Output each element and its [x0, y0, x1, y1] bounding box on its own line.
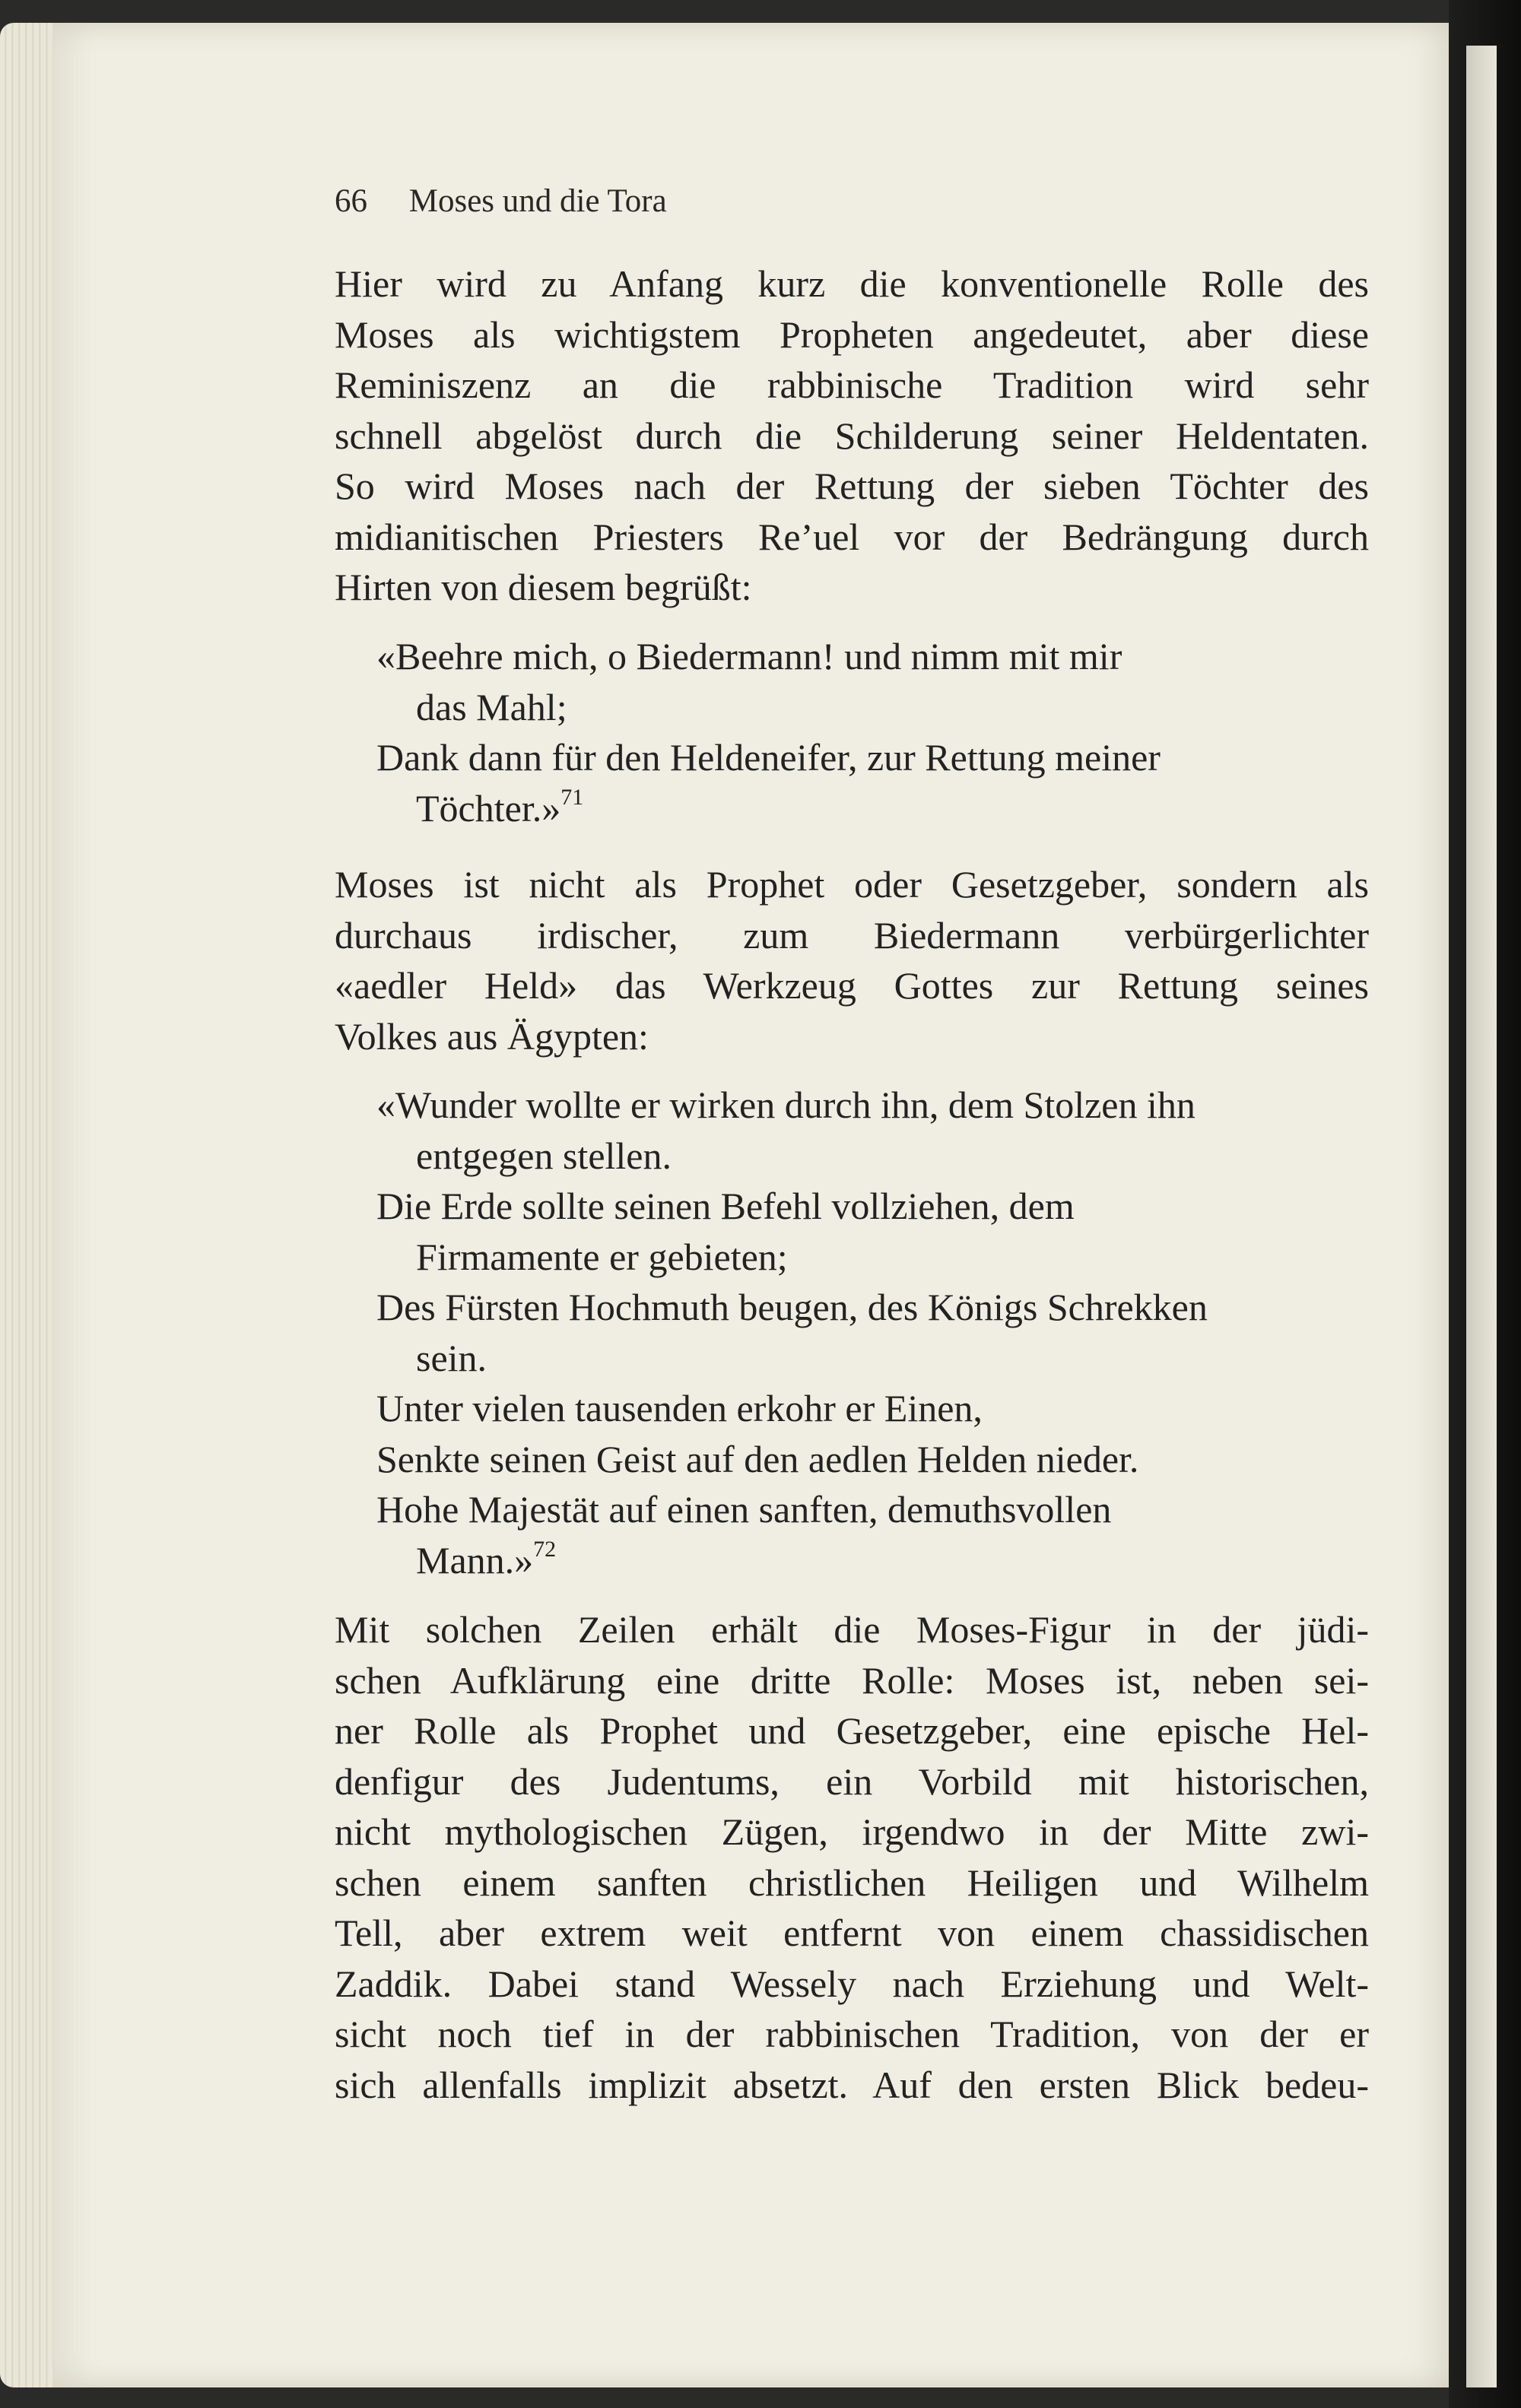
text-line: schen Aufklärung eine dritte Rolle: Moses ist, neben sei- — [335, 1658, 1369, 1702]
page-number: 66 — [335, 183, 367, 219]
verse-line: Firmamente er gebieten; — [416, 1235, 788, 1278]
running-header — [335, 182, 667, 220]
text-line: Tell, aber extrem weit entfernt von einem chassidischen — [335, 1911, 1369, 1954]
verse-line: Unter vielen tausenden erkohr er Einen, — [376, 1387, 983, 1429]
verse-line: Des Fürsten Hochmuth beugen, des Königs Schrekken — [376, 1286, 1208, 1328]
text-line: Moses als wichtigstem Propheten angedeutet, aber diese — [335, 313, 1369, 356]
verse-line: Die Erde sollte seinen Befehl vollziehen, dem — [376, 1185, 1075, 1227]
facing-page-edge — [1466, 46, 1497, 2387]
footnote-marker: 71 — [560, 784, 584, 810]
verse-line — [376, 1535, 1380, 1586]
text-line: denfigur des Judentums, ein Vorbild mit historischen, — [335, 1759, 1369, 1803]
text-line: Moses ist nicht als Prophet oder Gesetzgeber, sondern als — [335, 863, 1369, 906]
running-title: Moses und die Tora — [408, 183, 667, 219]
text-line: sich allenfalls implizit absetzt. Auf den ersten Blick bedeu- — [335, 2063, 1369, 2106]
verse-quote-2 — [376, 1080, 1380, 1585]
text-line: schnell abgelöst durch die Schilderung seiner Heldentaten. — [335, 414, 1369, 457]
verse-line: sein. — [416, 1336, 487, 1379]
text-line: Hirten von diesem begrüßt: — [335, 566, 752, 608]
text-line: Volkes aus Ägypten: — [335, 1014, 649, 1058]
text-line: midianitischen Priesters Re’uel vor der Bedrängung durch — [335, 515, 1369, 558]
text-line: Reminiszenz an die rabbinische Tradition wird sehr — [335, 363, 1369, 406]
verse-line-text: Mann.» — [416, 1538, 534, 1582]
verse-line: Hohe Majestät auf einen sanften, demuthsvollen — [376, 1488, 1112, 1531]
text-line: So wird Moses nach der Rettung der sieben Töchter des — [335, 465, 1369, 507]
verse-line: Senkte seinen Geist auf den aedlen Helden nieder. — [376, 1437, 1139, 1480]
verse-line: Dank dann für den Heldeneifer, zur Rettung meiner — [376, 736, 1161, 779]
text-line: ner Rolle als Prophet und Gesetzgeber, eine epische Hel- — [335, 1709, 1369, 1752]
verse-line: «Beehre mich, o Biedermann! und nimm mit mir — [376, 635, 1122, 677]
text-line: Mit solchen Zeilen erhält die Moses-Figur in der jüdi- — [335, 1608, 1369, 1651]
text-line: durchaus irdischer, zum Biedermann verbürgerlichter — [335, 913, 1369, 957]
paragraph-1 — [335, 259, 1369, 613]
paragraph-3 — [335, 1604, 1369, 2110]
text-line: «aedler Held» das Werkzeug Gottes zur Rettung seines — [335, 964, 1369, 1007]
verse-quote-1 — [376, 631, 1380, 833]
text-line: Zaddik. Dabei stand Wessely nach Erziehung und Welt- — [335, 1962, 1369, 2005]
verse-line: entgegen stellen. — [416, 1134, 672, 1177]
text-line: schen einem sanften christlichen Heiligen und Wilhelm — [335, 1861, 1369, 1904]
verse-line — [376, 783, 1380, 834]
text-line: nicht mythologischen Zügen, irgendwo in der Mitte zwi- — [335, 1810, 1369, 1853]
paragraph-2 — [335, 859, 1369, 1061]
text-line: sicht noch tief in der rabbinischen Tradition, von der er — [335, 2013, 1369, 2055]
verse-line-text: Töchter.» — [416, 786, 561, 830]
text-line: Hier wird zu Anfang kurz die konventionelle Rolle des — [335, 262, 1369, 305]
verse-line: «Wunder wollte er wirken durch ihn, dem Stolzen ihn — [376, 1083, 1196, 1126]
footnote-marker: 72 — [533, 1536, 557, 1562]
verse-line: das Mahl; — [416, 685, 567, 728]
